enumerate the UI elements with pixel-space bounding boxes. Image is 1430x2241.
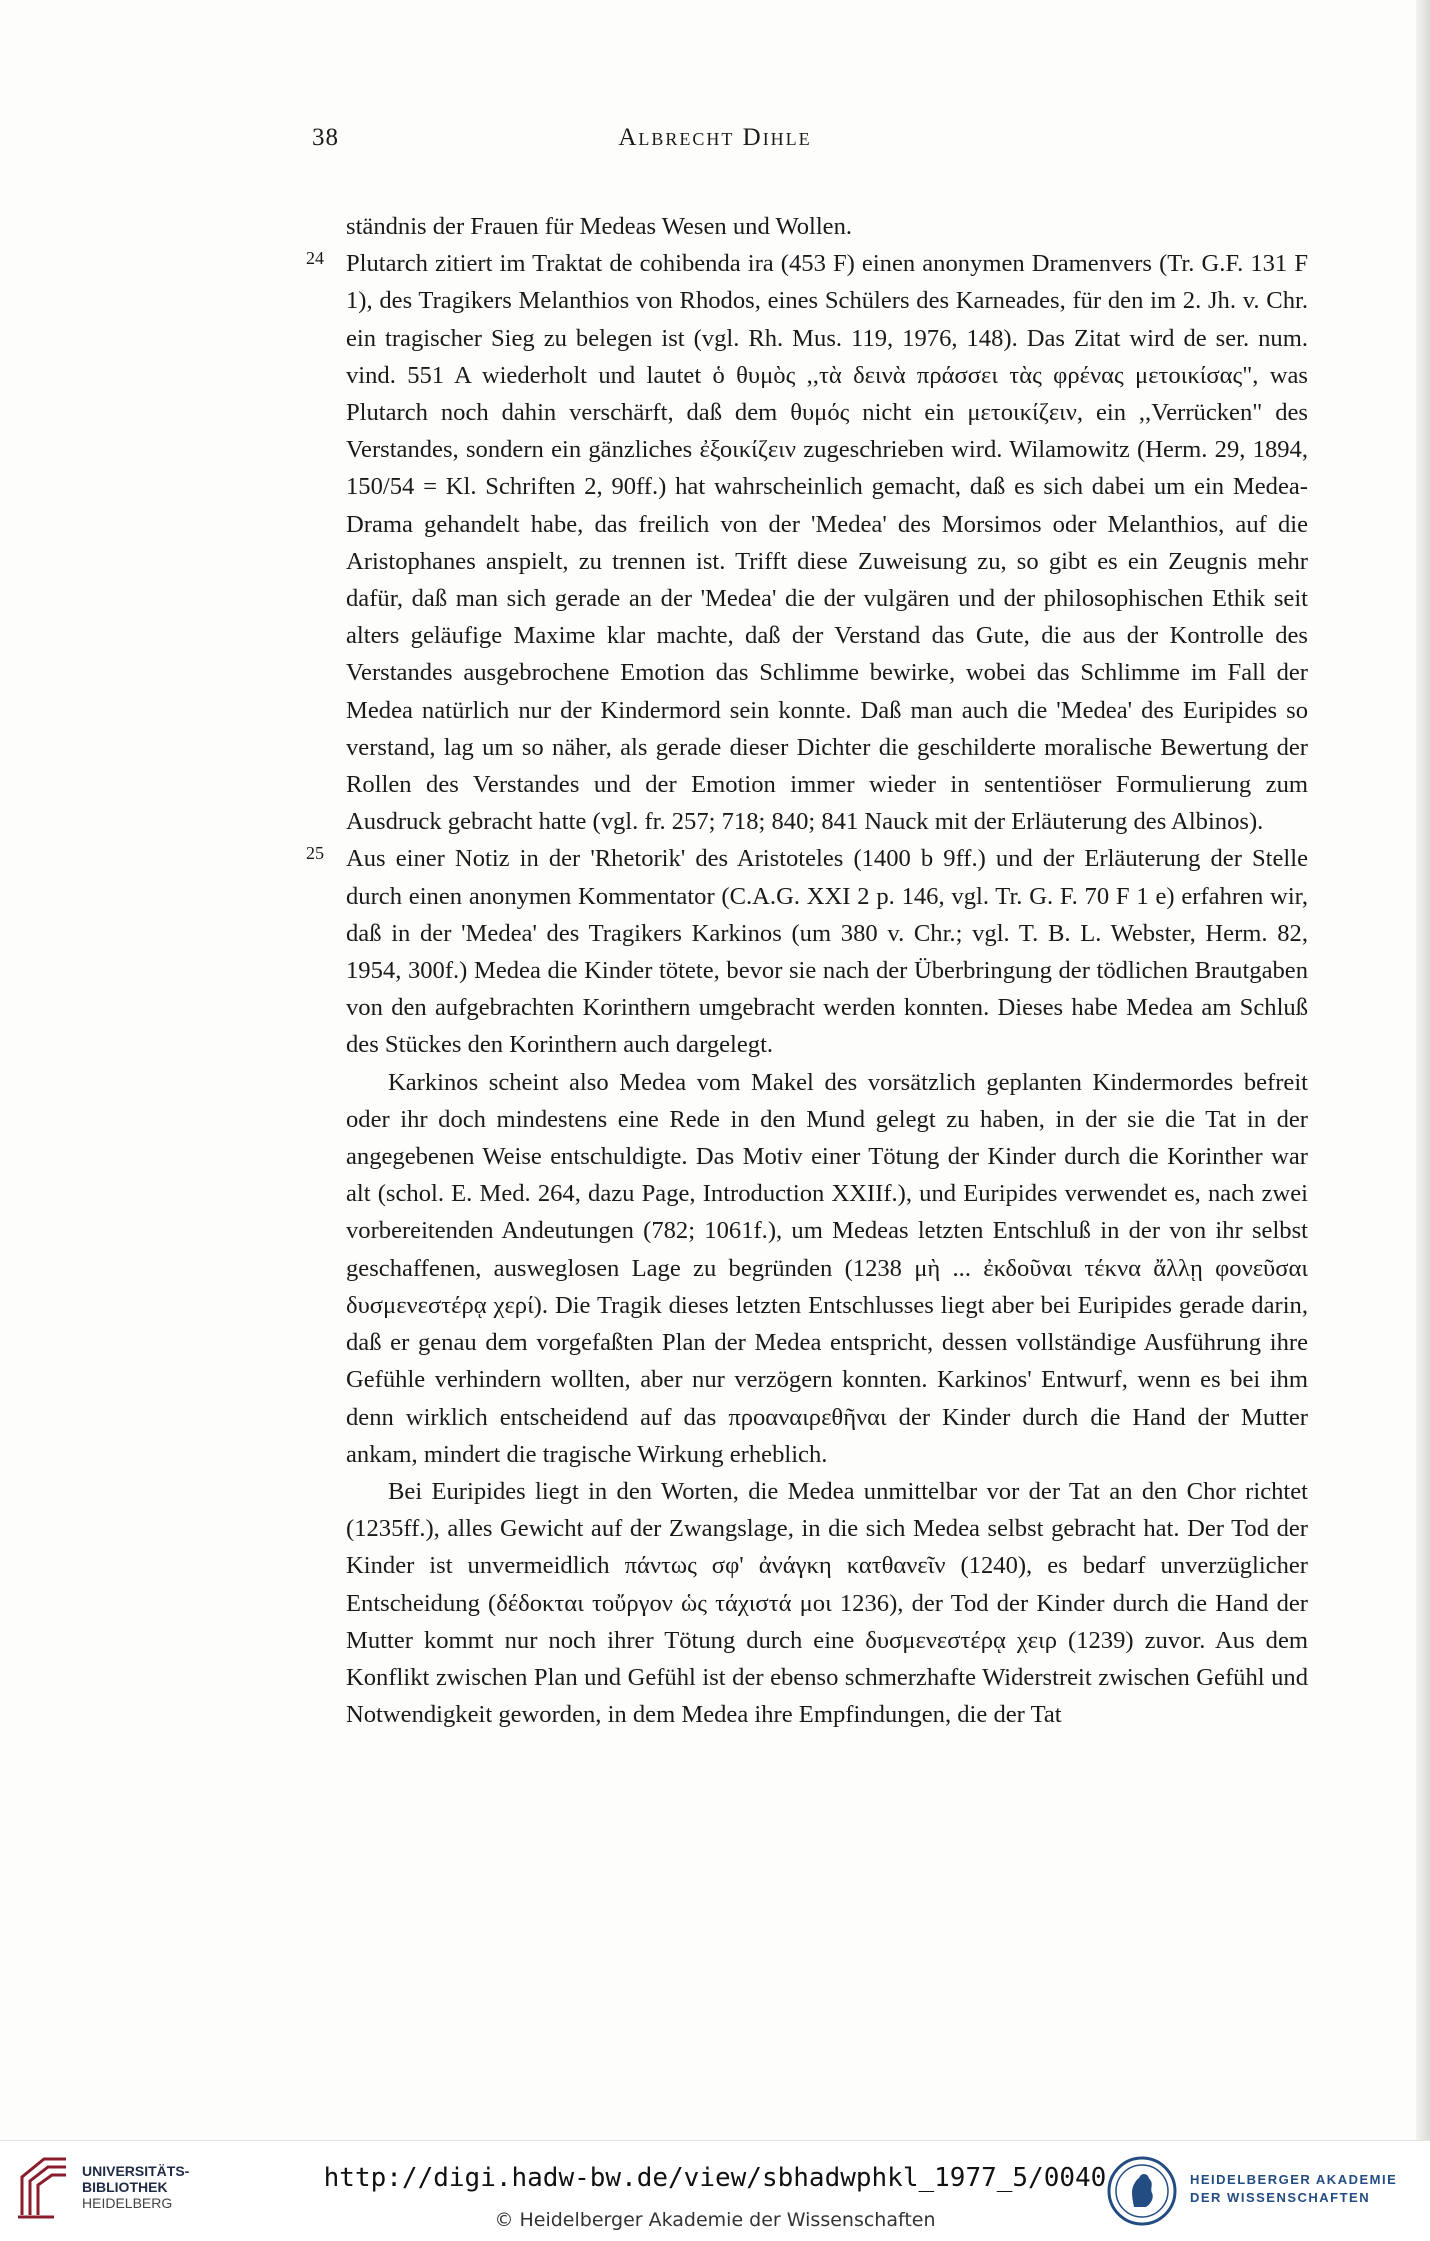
- footnote-text: Plutarch zitiert im Traktat de cohibenda ira (453 F) einen anonymen Dramenvers (Tr. G.F. 131 F 1), des Tragikers Melanthios von Rhodos, eines Schülers des Karneades, für den im 2. Jh. v. Chr. ein tragischer Sieg zu belegen ist (vgl. Rh. Mus. 119, 1976, 148). Das Zitat wird de ser. num. vind. 551 A wiederholt und lautet ὁ θυμὸς ,,τὰ δεινὰ πράσσει τὰς φρένας μετοικίσας", was Plutarch noch dahin verschärft, daß dem θυμός nicht ein μετοικίζειν, ein ,,Verrücken" des Verstandes, sondern ein gänzliches ἐξοικίζειν zugeschrieben wird. Wilamowitz (Herm. 29, 1894, 150/54 = Kl. Schriften 2, 90ff.) hat wahrscheinlich gemacht, daß es sich dabei um ein Medea-Drama gehandelt habe, das freilich von der 'Medea' des Morsimos oder Melanthios, auf die Aristophanes anspielt, zu trennen ist. Trifft diese Zuweisung zu, so gibt es ein Zeugnis mehr dafür, daß man sich gerade an der 'Medea' die der vulgären und der philosophischen Ethik seit alters geläufige Maxime klar machte, daß der Verstand das Gute, die aus der Kontrolle des Verstandes ausgebrochene Emotion das Schlimme bewirke, wobei das Schlimme im Fall der Medea natürlich nur der Kindermord sein konnte. Daß man auch die 'Medea' des Euripides so verstand, lag um so näher, als gerade dieser Dichter die geschilderte moralische Bewertung der Rollen des Verstandes und der Emotion immer wieder in sententiöser Formulierung zum Ausdruck gebracht hatte (vgl. fr. 257; 718; 840; 841 Nauck mit der Erläuterung des Albinos).: [346, 250, 1308, 836]
- paragraph-text: Bei Euripides liegt in den Worten, die Medea unmittelbar vor der Tat an den Chor richtet (1235ff.), alles Gewicht auf der Zwangslage, in die sich Medea selbst gebracht hat. Der Tod der Kinder ist unvermeidlich πάντως σφ' ἀνάγκη κατθανεῖν (1240), es bedarf unverzüglicher Entscheidung (δέδοκται τοὔργον ὡς τάχιστά μοι 1236), der Tod der Kinder durch die Hand der Mutter kommt nur noch ihrer Tötung durch eine δυσμενεστέρᾳ χειρ (1239) zuvor. Aus dem Konflikt zwischen Plan und Gefühl ist der ebenso schmerzhafte Widerstreit zwischen Gefühl und Notwendigkeit geworden, in dem Medea ihre Empfindungen, die der Tat: [346, 1477, 1308, 1729]
- paragraph: [346, 208, 1308, 245]
- running-head: Albrecht Dihle: [618, 124, 812, 151]
- permalink-url[interactable]: http://digi.hadw-bw.de/view/sbhadwphkl_1977_5/0040: [323, 2163, 1107, 2193]
- body-text: [306, 208, 1308, 1733]
- paragraph: [346, 1473, 1308, 1733]
- page-header: [0, 124, 1430, 164]
- academy-name-line: DER WISSENSCHAFTEN: [1190, 2190, 1371, 2205]
- footnote-number: 24: [306, 248, 324, 269]
- footnote-text: Aus einer Notiz in der 'Rhetorik' des Aristoteles (1400 b 9ff.) und der Erläuterung der Stelle durch einen anonymen Kommentator (C.A.G. XXI 2 p. 146, vgl. Tr. G. F. 70 F 1 e) erfahren wir, daß in der 'Medea' des Tragikers Karkinos (um 380 v. Chr.; vgl. T. B. L. Webster, Herm. 82, 1954, 300f.) Medea die Kinder tötete, bevor sie nach der Überbringung der tödlichen Brautgaben von den aufgebrachten Korinthern umgebracht werden konnten. Dieses habe Medea am Schluß des Stückes den Korinthern auch dargelegt.: [346, 845, 1308, 1059]
- copyright-notice: © Heidelberger Akademie der Wissenschaften: [494, 2209, 936, 2231]
- library-name-line: HEIDELBERG: [82, 2195, 173, 2211]
- academy-name-line: HEIDELBERGER AKADEMIE: [1190, 2172, 1398, 2187]
- footnote-24: [306, 245, 1308, 840]
- footnote-number: 25: [306, 843, 324, 864]
- library-name-line: UNIVERSITÄTS-: [82, 2163, 190, 2179]
- footnote-25: [306, 840, 1308, 1063]
- digitization-footer: [0, 2140, 1430, 2241]
- paragraph-text: Karkinos scheint also Medea vom Makel des vorsätzlich geplanten Kindermordes befreit oder ihr doch mindestens eine Rede in den Mund gelegt zu haben, in der sie die Tat in der angegebenen Weise entschuldigte. Das Motiv einer Tötung der Kinder durch die Korinther war alt (schol. E. Med. 264, dazu Page, Introduction XXIIf.), und Euripides verwendet es, nach zwei vorbereitenden Andeutungen (782; 1061f.), um Medeas letzten Entschluß in der von ihr selbst geschaffenen, ausweglosen Lage zu begründen (1238 μὴ ... ἐκδοῦναι τέκνα ἄλλῃ φονεῦσαι δυσμενεστέρᾳ χερί). Die Tragik dieses letzten Entschlusses liegt aber bei Euripides gerade darin, daß er genau dem vorgefaßten Plan der Medea entspricht, dessen vollständige Ausführung ihre Gefühle verhindern wollten, aber nur verzögern konnten. Karkinos' Entwurf, wenn es bei ihm denn wirklich entscheidend auf das προαναιρεθῆναι der Kinder durch die Hand der Mutter ankam, mindert die tragische Wirkung erheblich.: [346, 1068, 1308, 1468]
- library-name-line: BIBLIOTHEK: [82, 2179, 168, 2195]
- academy-name: [1190, 2171, 1397, 2207]
- page-edge-shadow: [1416, 0, 1430, 2140]
- academy-seal-icon[interactable]: [1106, 2155, 1178, 2227]
- paragraph-text: ständnis der Frauen für Medeas Wesen und Wollen.: [346, 213, 853, 240]
- paragraph: [346, 1064, 1308, 1473]
- page-number: 38: [312, 124, 339, 151]
